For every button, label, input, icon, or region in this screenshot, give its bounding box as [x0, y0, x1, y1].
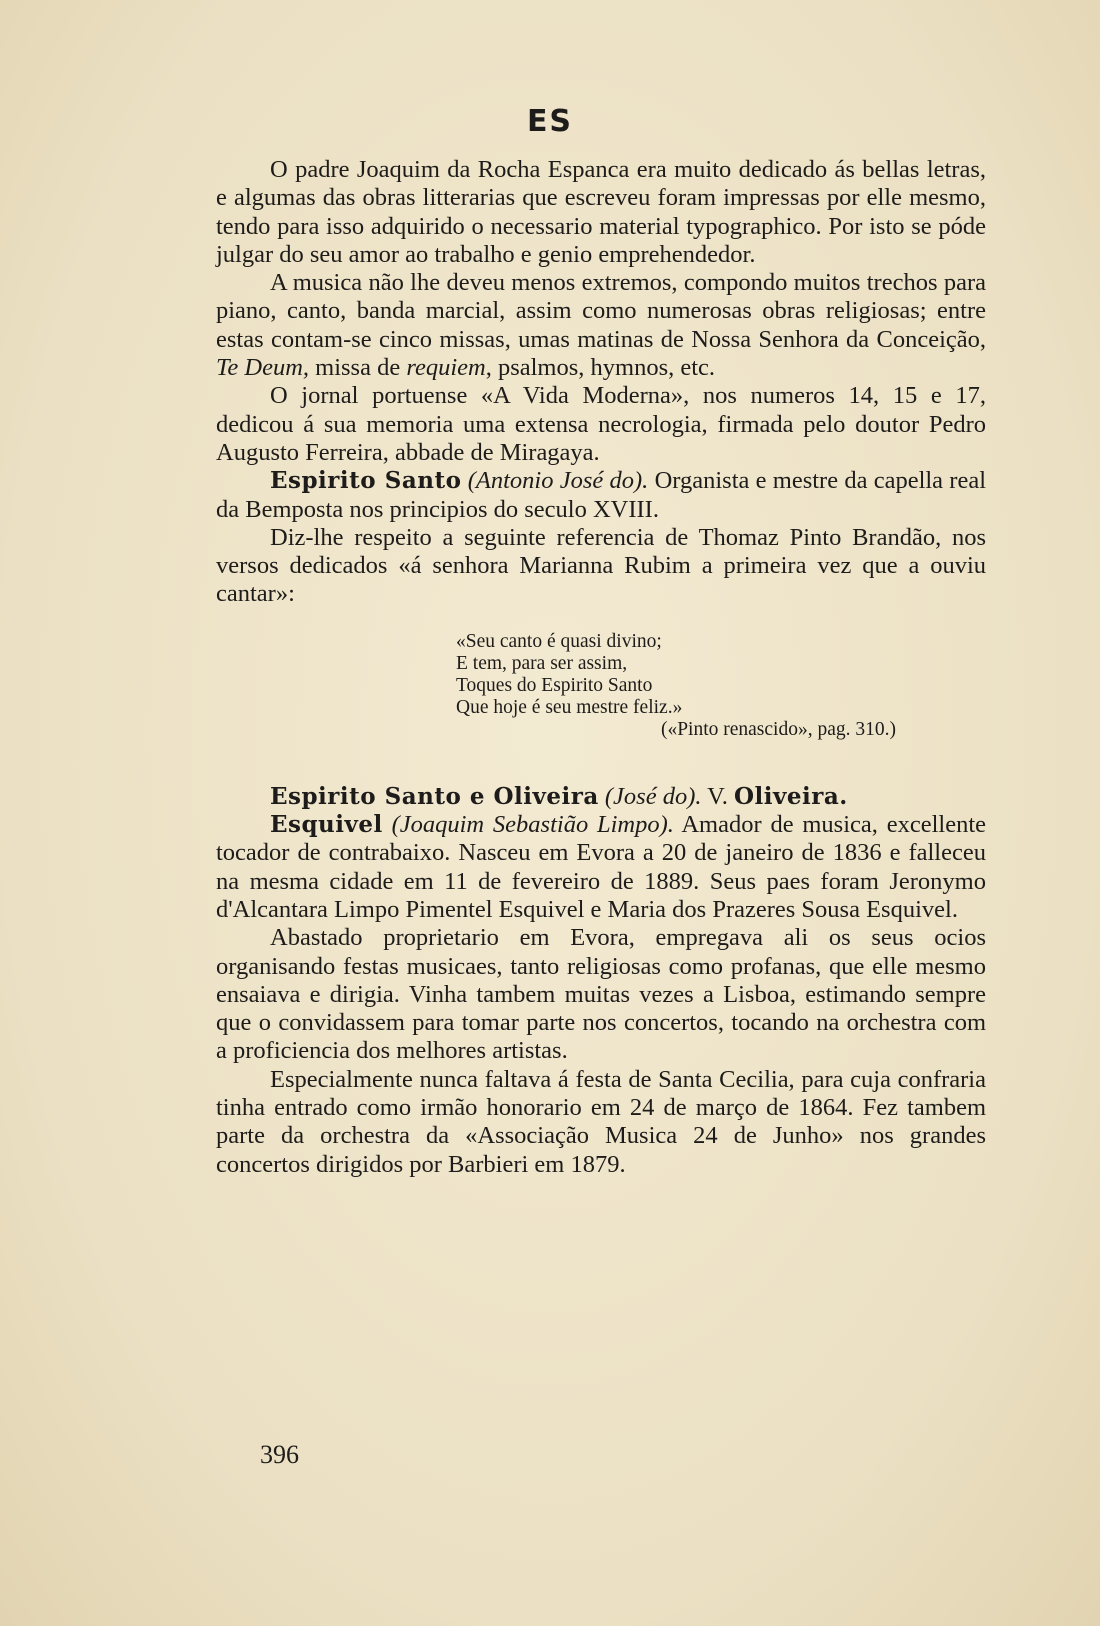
entry-text: V. [701, 782, 734, 810]
cross-reference: Oliveira. [733, 782, 848, 810]
page-number: 396 [260, 1440, 299, 1469]
entry-name-detail: (Antonio José do). [467, 467, 649, 495]
verse-quote [456, 631, 986, 741]
verse-line: «Seu canto é quasi divino; [456, 630, 662, 652]
entry-heading: Esquivel [270, 811, 383, 839]
paragraph-text: missa de [309, 354, 407, 382]
paragraph-text: A musica não lhe deveu menos extremos, compondo muitos trechos para piano, canto, banda marcial, assim como numerosas obras religiosas; entre estas contam-se cinco missas, umas matinas de Nossa Senhora da Conceição, [216, 269, 986, 353]
entry-name-detail: (José do). [604, 782, 702, 810]
section-gap [216, 759, 986, 783]
italic-requiem: requiem [406, 354, 486, 382]
verse-line: E tem, para ser assim, [456, 652, 628, 674]
entry-espirito-santo [216, 467, 986, 524]
paragraph-esquivel-cecilia: Especialmente nunca faltava á festa de Santa Cecilia, para cuja confraria tinha entrado como irmão honorario em 24 de março de 1864. Fez tambem parte da orchestra da «Associação Musica 24 de Junho» nos grandes concertos dirigidos por Barbieri em 1879. [216, 1065, 986, 1178]
paragraph-pinto-brandao: Diz-lhe respeito a seguinte referencia de Thomaz Pinto Brandão, nos versos dedicados «á senhora Marianna Rubim a primeira vez que a ouviu cantar»: [216, 523, 986, 608]
verse-source: («Pinto renascido», pag. 310.) [660, 718, 896, 740]
paragraph-esquivel-evora: Abastado proprietario em Evora, empregava ali os seus ocios organisando festas musicaes, tanto religiosas como profanas, que elle mesmo ensaiava e dirigia. Vinha tambem muitas vezes a Lisboa, estimando sempre que o convidassem para tomar parte nos concertos, tocando na orchestra com a proficiencia dos melhores artistas. [216, 924, 986, 1065]
paragraph-vida-moderna: O jornal portuense «A Vida Moderna», nos numeros 14, 15 e 17, dedicou á sua memoria uma extensa necrologia, firmada pelo doutor Pedro Augusto Ferreira, abbade de Miragaya. [216, 382, 986, 466]
entry-text: Amador de musica, excellente tocador de contrabaixo. Nasceu em Evora a 20 de janeiro de 1836 e falleceu na mesma cidade em 11 de fevereiro de 1889. Seus paes foram Jeronymo d'Alcantara Limpo Pimentel Esquivel e Maria dos Prazeres Sousa Esquivel. [216, 811, 986, 923]
entry-esquivel [216, 811, 986, 924]
entry-heading: Espirito Santo e Oliveira [270, 782, 599, 810]
paragraph-espanca-letters: O padre Joaquim da Rocha Espanca era muito dedicado ás bellas letras, e algumas das obras litterarias que escreveu foram impressas por elle mesmo, tendo para isso adquirido o necessario material typographico. Por isto se póde julgar do seu amor ao trabalho e genio emprehendedor. [216, 156, 986, 268]
page-body [216, 156, 986, 1179]
verse-line: Toques do Espirito Santo [456, 674, 653, 696]
running-head: ES [526, 104, 574, 139]
entry-espirito-santo-oliveira [216, 783, 986, 811]
entry-text: Organista e mestre da capella real da Bemposta nos principios do seculo XVIII. [216, 467, 987, 523]
entry-name-detail: (Joaquim Sebastião Limpo). [391, 811, 674, 839]
paragraph-espanca-music [216, 269, 986, 382]
entry-heading: Espirito Santo [270, 467, 462, 495]
paragraph-text: , psalmos, hymnos, etc. [485, 354, 716, 382]
verse-line: Que hoje é seu mestre feliz.» [456, 696, 683, 718]
italic-te-deum: Te Deum, [216, 354, 310, 382]
